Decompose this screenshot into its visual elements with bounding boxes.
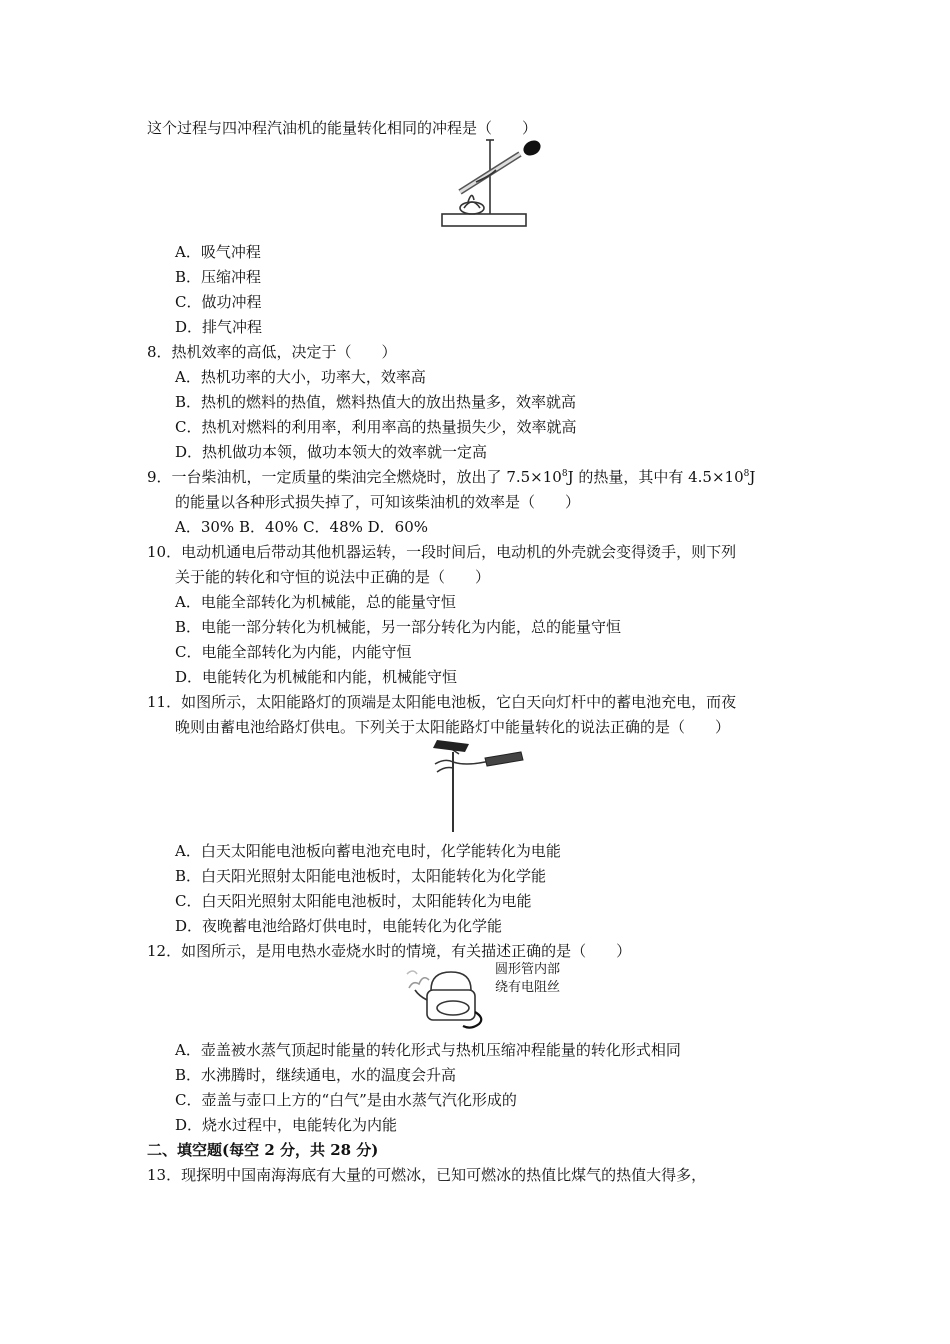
- q9-text-part3: J: [749, 468, 756, 486]
- q12-stem: 12．如图所示，是用电热水壶烧水时的情境，有关描述正确的是（ ）: [147, 942, 632, 960]
- q7-option-c: C．做功冲程: [175, 293, 262, 311]
- kettle-label-line1: 圆形管内部: [495, 962, 561, 977]
- q10-option-b: B．电能一部分转化为机械能，另一部分转化为内能，总的能量守恒: [175, 618, 622, 636]
- q7-option-b: B．压缩冲程: [175, 268, 262, 286]
- q10-option-d: D．电能转化为机械能和内能，机械能守恒: [175, 668, 458, 686]
- q10-option-a: A．电能全部转化为机械能，总的能量守恒: [175, 593, 456, 611]
- q9-text-part2: J 的热量，其中有 4.5×10: [567, 468, 744, 486]
- q10-line2: 关于能的转化和守恒的说法中正确的是（ ）: [175, 568, 491, 586]
- q9-exponent-1: 8: [561, 469, 568, 479]
- q8-stem: 8．热机效率的高低，决定于（ ）: [147, 343, 397, 361]
- q7-stem: 这个过程与四冲程汽油机的能量转化相同的冲程是（ ）: [147, 119, 538, 137]
- solar-street-lamp-figure: [425, 738, 525, 834]
- q8-option-a: A．热机功率的大小，功率大，效率高: [175, 368, 426, 386]
- q11-option-c: C．白天阳光照射太阳能电池板时，太阳能转化为电能: [175, 892, 532, 910]
- q12-option-b: B．水沸腾时，继续通电，水的温度会升高: [175, 1066, 457, 1084]
- q8-option-c: C．热机对燃料的利用率，利用率高的热量损失少，效率就高: [175, 418, 577, 436]
- q11-option-b: B．白天阳光照射太阳能电池板时，太阳能转化为化学能: [175, 867, 547, 885]
- section-2-heading: 二、填空题(每空 2 分，共 28 分): [147, 1141, 379, 1159]
- q7-option-d: D．排气冲程: [175, 318, 263, 336]
- q12-option-c: C．壶盖与壶口上方的“白气”是由水蒸气汽化形成的: [175, 1091, 517, 1109]
- q13-line1: 13．现探明中国南海海底有大量的可燃冰，已知可燃冰的热值比煤气的热值大得多，: [147, 1166, 707, 1184]
- electric-kettle-figure: [405, 962, 495, 1032]
- q12-option-a: A．壶盖被水蒸气顶起时能量的转化形式与热机压缩冲程能量的转化形式相同: [175, 1041, 681, 1059]
- q11-line2: 晚则由蓄电池给路灯供电。下列关于太阳能路灯中能量转化的说法正确的是（ ）: [175, 718, 731, 736]
- q9-exponent-2: 8: [743, 469, 750, 479]
- q11-option-d: D．夜晚蓄电池给路灯供电时，电能转化为化学能: [175, 917, 503, 935]
- q8-option-b: B．热机的燃料的热值，燃料热值大的放出热量多，效率就高: [175, 393, 577, 411]
- q10-option-c: C．电能全部转化为内能，内能守恒: [175, 643, 412, 661]
- q11-option-a: A．白天太阳能电池板向蓄电池充电时，化学能转化为电能: [175, 842, 561, 860]
- q7-option-a: A．吸气冲程: [175, 243, 261, 261]
- q9-line1: [147, 467, 755, 487]
- q9-options: A．30% B．40% C．48% D．60%: [175, 518, 429, 536]
- q9-line2: 的能量以各种形式损失掉了，可知该柴油机的效率是（ ）: [175, 493, 581, 511]
- q11-line1: 11．如图所示，太阳能路灯的顶端是太阳能电池板，它白天向灯杆中的蓄电池充电，而夜: [147, 693, 737, 711]
- q12-option-d: D．烧水过程中，电能转化为内能: [175, 1116, 398, 1134]
- kettle-label-line2: 绕有电阻丝: [495, 980, 561, 995]
- q8-option-d: D．热机做功本领，做功本领大的效率就一定高: [175, 443, 488, 461]
- test-tube-heating-figure: [438, 136, 548, 232]
- q9-text-part1: 9．一台柴油机，一定质量的柴油完全燃烧时，放出了 7.5×10: [147, 468, 562, 486]
- q10-line1: 10．电动机通电后带动其他机器运转，一段时间后，电动机的外壳就会变得烫手，则下列: [147, 543, 737, 561]
